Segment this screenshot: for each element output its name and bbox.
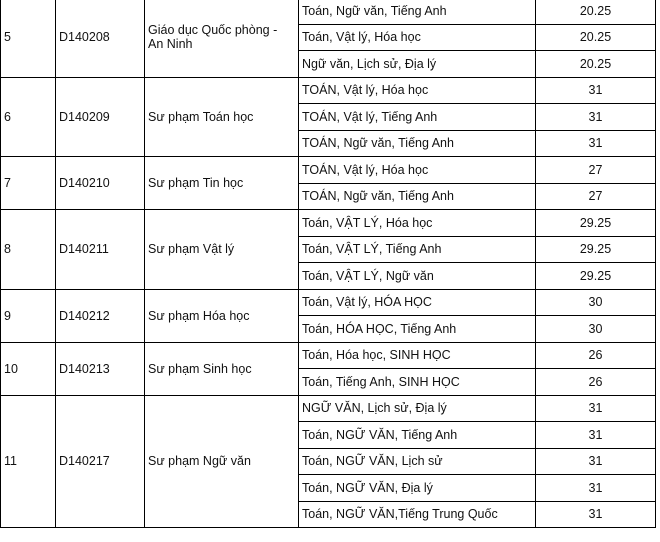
row-number-cell: 7 <box>1 157 56 210</box>
subject-combination-cell: Toán, VẬT LÝ, Ngữ văn <box>299 263 536 290</box>
major-name-cell: Sư phạm Tin học <box>145 157 299 210</box>
table-row <box>1 157 656 184</box>
major-code-cell: D140212 <box>56 289 145 342</box>
subject-combination-cell: Toán, Ngữ văn, Tiếng Anh <box>299 0 536 24</box>
subject-combination-cell: Toán, HÓA HỌC, Tiếng Anh <box>299 316 536 343</box>
subject-combination-cell: Toán, NGỮ VĂN,Tiếng Trung Quốc <box>299 501 536 528</box>
row-number-cell: 5 <box>1 0 56 77</box>
major-code-cell: D140209 <box>56 77 145 157</box>
subject-combination-cell: Toán, NGỮ VĂN, Địa lý <box>299 475 536 502</box>
table-row <box>1 210 656 237</box>
cutoff-score-cell: 31 <box>536 422 656 449</box>
cutoff-score-cell: 31 <box>536 130 656 157</box>
subject-combination-cell: Toán, VẬT LÝ, Tiếng Anh <box>299 236 536 263</box>
cutoff-score-cell: 29.25 <box>536 263 656 290</box>
subject-combination-cell: NGỮ VĂN, Lịch sử, Địa lý <box>299 395 536 422</box>
cutoff-score-cell: 30 <box>536 316 656 343</box>
cutoff-score-cell: 31 <box>536 395 656 422</box>
subject-combination-cell: Toán, Tiếng Anh, SINH HỌC <box>299 369 536 396</box>
major-name-cell: Giáo dục Quốc phòng - An Ninh <box>145 0 299 77</box>
table-row <box>1 395 656 422</box>
table-row <box>1 0 656 24</box>
subject-combination-cell: Toán, Vật lý, Hóa học <box>299 24 536 51</box>
major-code-cell: D140217 <box>56 395 145 528</box>
major-code-cell: D140210 <box>56 157 145 210</box>
major-code-cell: D140213 <box>56 342 145 395</box>
subject-combination-cell: TOÁN, Vật lý, Tiếng Anh <box>299 104 536 131</box>
cutoff-score-cell: 31 <box>536 77 656 104</box>
subject-combination-cell: Ngữ văn, Lịch sử, Địa lý <box>299 51 536 78</box>
subject-combination-cell: TOÁN, Vật lý, Hóa học <box>299 77 536 104</box>
cutoff-score-cell: 27 <box>536 183 656 210</box>
table-row <box>1 289 656 316</box>
cutoff-score-cell: 29.25 <box>536 210 656 237</box>
cutoff-score-cell: 31 <box>536 448 656 475</box>
subject-combination-cell: Toán, NGỮ VĂN, Lịch sử <box>299 448 536 475</box>
cutoff-score-cell: 30 <box>536 289 656 316</box>
table-row <box>1 342 656 369</box>
cutoff-score-cell: 26 <box>536 369 656 396</box>
row-number-cell: 9 <box>1 289 56 342</box>
row-number-cell: 11 <box>1 395 56 528</box>
subject-combination-cell: Toán, NGỮ VĂN, Tiếng Anh <box>299 422 536 449</box>
subject-combination-cell: Toán, Hóa học, SINH HỌC <box>299 342 536 369</box>
cutoff-score-cell: 20.25 <box>536 0 656 24</box>
subject-combination-cell: TOÁN, Ngữ văn, Tiếng Anh <box>299 130 536 157</box>
major-code-cell: D140211 <box>56 210 145 290</box>
cutoff-score-cell: 20.25 <box>536 51 656 78</box>
subject-combination-cell: TOÁN, Vật lý, Hóa học <box>299 157 536 184</box>
cutoff-score-cell: 31 <box>536 475 656 502</box>
major-name-cell: Sư phạm Vật lý <box>145 210 299 290</box>
cutoff-score-cell: 27 <box>536 157 656 184</box>
table-body <box>1 0 656 528</box>
major-name-cell: Sư phạm Toán học <box>145 77 299 157</box>
row-number-cell: 8 <box>1 210 56 290</box>
cutoff-score-cell: 20.25 <box>536 24 656 51</box>
subject-combination-cell: Toán, VẬT LÝ, Hóa học <box>299 210 536 237</box>
major-name-cell: Sư phạm Sinh học <box>145 342 299 395</box>
cutoff-score-cell: 29.25 <box>536 236 656 263</box>
cutoff-score-cell: 31 <box>536 104 656 131</box>
subject-combination-cell: TOÁN, Ngữ văn, Tiếng Anh <box>299 183 536 210</box>
cutoff-score-cell: 31 <box>536 501 656 528</box>
table-row <box>1 77 656 104</box>
row-number-cell: 10 <box>1 342 56 395</box>
major-name-cell: Sư phạm Ngữ văn <box>145 395 299 528</box>
major-name-cell: Sư phạm Hóa học <box>145 289 299 342</box>
major-code-cell: D140208 <box>56 0 145 77</box>
cutoff-score-cell: 26 <box>536 342 656 369</box>
subject-combination-cell: Toán, Vật lý, HÓA HỌC <box>299 289 536 316</box>
row-number-cell: 6 <box>1 77 56 157</box>
